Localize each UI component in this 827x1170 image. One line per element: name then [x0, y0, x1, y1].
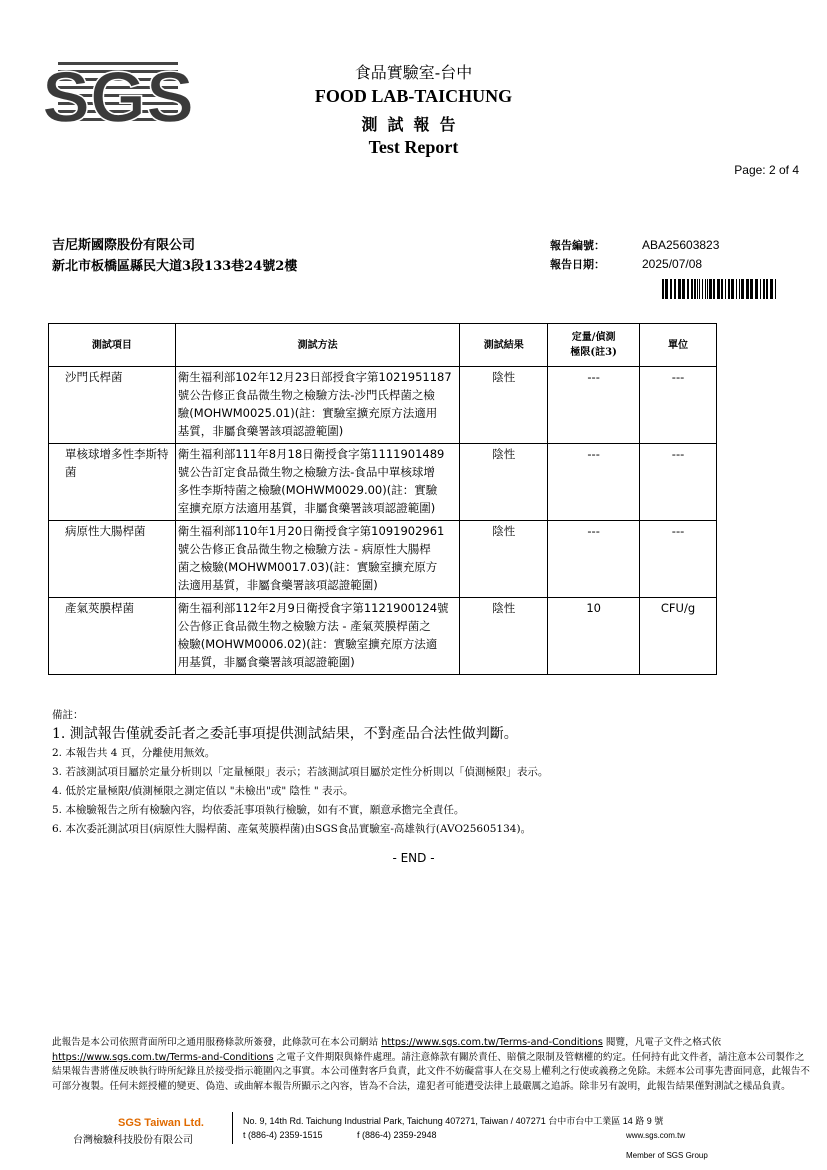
barcode: [662, 279, 777, 299]
svg-text:SGS: SGS: [41, 58, 195, 138]
remarks-title: 備註：: [52, 709, 84, 721]
footer-member: Member of SGS Group: [626, 1151, 708, 1160]
cell-item: 病原性大腸桿菌: [49, 521, 176, 598]
header-unit: 單位: [640, 324, 717, 367]
cell-result: 陰性: [460, 598, 548, 675]
report-number-label: 報告編號：: [550, 239, 605, 252]
remark-item: 6. 本次委託測試項目(病原性大腸桿菌、產氣莢膜桿菌)由SGS食品實驗室-高雄執行(AVO25605134)。: [52, 823, 532, 835]
terms-link[interactable]: https://www.sgs.com.tw/Terms-and-Conditions: [381, 1037, 603, 1048]
table-header-row: [49, 324, 717, 367]
report-number: ABA25603823: [642, 238, 720, 252]
cell-method: 衛生福利部110年1月20日衛授食字第1091902961 號公告修正食品微生物之檢驗方法 - 病原性大腸桿 菌之檢驗(MOHWM0017.03)(註：實驗室擴充原方 法適用基質，非屬食藥署該項認證範圍): [175, 521, 460, 598]
cell-item: 單核球增多性李斯特菌: [49, 444, 176, 521]
remark-item: 3. 若該測試項目屬於定量分析則以「定量極限」表示；若該測試項目屬於定性分析則以「偵測極限」表示。: [52, 766, 549, 778]
report-date-label: 報告日期：: [550, 258, 605, 271]
remark-item: 1. 測試報告僅就委託者之委託事項提供測試結果，不對產品合法性做判斷。: [52, 726, 518, 742]
remark-item: 2. 本報告共 4 頁，分離使用無效。: [52, 747, 216, 759]
cell-item: 沙門氏桿菌: [49, 367, 176, 444]
report-meta: [550, 236, 719, 274]
footer-divider: [232, 1112, 233, 1144]
client-block: [52, 235, 297, 277]
cell-method: 衛生福利部102年12月23日部授食字第1021951187 號公告修正食品微生物之檢驗方法-沙門氏桿菌之檢 驗(MOHWM0025.01)(註：實驗室擴充原方法適用 基質，非屬食藥署該項認證範圍): [175, 367, 460, 444]
cell-method: 衛生福利部111年8月18日衛授食字第1111901489 號公告訂定食品微生物之檢驗方法-食品中單核球增 多性李斯特菌之檢驗(MOHWM0029.00)(註：實驗 室擴充原方法適用基質，非屬食藥署該項認證範圍): [175, 444, 460, 521]
report-title-en: Test Report: [368, 137, 459, 157]
footer-company-cn: 台灣檢驗科技股份有限公司: [73, 1135, 193, 1146]
lab-name-cn: 食品實驗室-台中: [354, 63, 473, 82]
disclaimer: 此報告是本公司依照背面所印之通用服務條款所簽發，此條款可在本公司網站 https://www.sgs.com.tw/Terms-and-Conditions 閱覽，凡電子文件之格式依https://www.sgs.com.tw/Terms-and-Conditions 之電子文件期限與條件處理。請注意條款有關於責任、賠償之限制及管轄權的約定。任何持有此文件者，請注意本公司製作之結果報告書將僅反映執行時所紀錄且於接受指示範圍內之事實。本公司僅對客戶負責，此文件不妨礙當事人在交易上權利之行使或義務之免除。未經本公司事先書面同意，此報告不可部分複製。任何未經授權的變更、偽造、或曲解本報告所顯示之內容，皆為不合法，違犯者可能遭受法律上最嚴厲之追訴。除非另有說明，此報告結果僅對測試之樣品負責。: [52, 1037, 810, 1092]
footer-address: No. 9, 14th Rd. Taichung Industrial Park, Taichung 407271, Taiwan / 407271 台中市台中工業區 14 路 9 號: [243, 1116, 664, 1126]
terms-link[interactable]: https://www.sgs.com.tw/Terms-and-Conditions: [52, 1051, 274, 1063]
cell-limit: ---: [548, 444, 640, 521]
cell-result: 陰性: [460, 367, 548, 444]
cell-result: 陰性: [460, 444, 548, 521]
cell-unit: ---: [640, 521, 717, 598]
results-table: [48, 323, 717, 675]
client-name: 吉尼斯國際股份有限公司: [52, 238, 196, 253]
table-row: [49, 521, 717, 598]
cell-limit: 10: [548, 598, 640, 675]
header-result: 測試結果: [460, 324, 548, 367]
report-date: 2025/07/08: [642, 257, 703, 271]
remark-item: 4. 低於定量極限/偵測極限之測定值以 "未檢出"或" 陰性 " 表示。: [52, 785, 354, 797]
cell-limit: ---: [548, 521, 640, 598]
table-row: [49, 367, 717, 444]
table-row: [49, 444, 717, 521]
table-row: [49, 598, 717, 675]
header-method: 測試方法: [175, 324, 460, 367]
footer-web[interactable]: www.sgs.com.tw: [626, 1131, 686, 1140]
report-title-cn: 測試報告: [361, 115, 466, 134]
cell-result: 陰性: [460, 521, 548, 598]
lab-name-en: FOOD LAB-TAICHUNG: [314, 86, 513, 106]
cell-unit: CFU/g: [640, 598, 717, 675]
cell-unit: ---: [640, 367, 717, 444]
header-limit: 定量/偵測 極限(註3): [548, 324, 640, 367]
remark-item: 5. 本檢驗報告之所有檢驗內容，均依委託事項執行檢驗，如有不實，願意承擔完全責任。: [52, 804, 465, 816]
footer-fax: f (886-4) 2359-2948: [357, 1130, 437, 1140]
cell-limit: ---: [548, 367, 640, 444]
cell-unit: ---: [640, 444, 717, 521]
cell-item: 產氣莢膜桿菌: [49, 598, 176, 675]
end-marker: - END -: [392, 851, 435, 865]
header-item: 測試項目: [49, 324, 176, 367]
footer-tel: t (886-4) 2359-1515: [243, 1130, 323, 1140]
page-number: Page: 2 of 4: [734, 163, 799, 177]
footer-company-en: SGS Taiwan Ltd.: [118, 1117, 204, 1129]
cell-method: 衛生福利部112年2月9日衛授食字第1121900124號 公告修正食品微生物之檢驗方法 - 產氣莢膜桿菌之 檢驗(MOHWM0006.02)(註：實驗室擴充原方法適 用基質，非屬食藥署該項認證範圍): [175, 598, 460, 675]
client-address: 新北市板橋區縣民大道3段133巷24號2樓: [52, 259, 298, 274]
remarks: [52, 706, 548, 839]
